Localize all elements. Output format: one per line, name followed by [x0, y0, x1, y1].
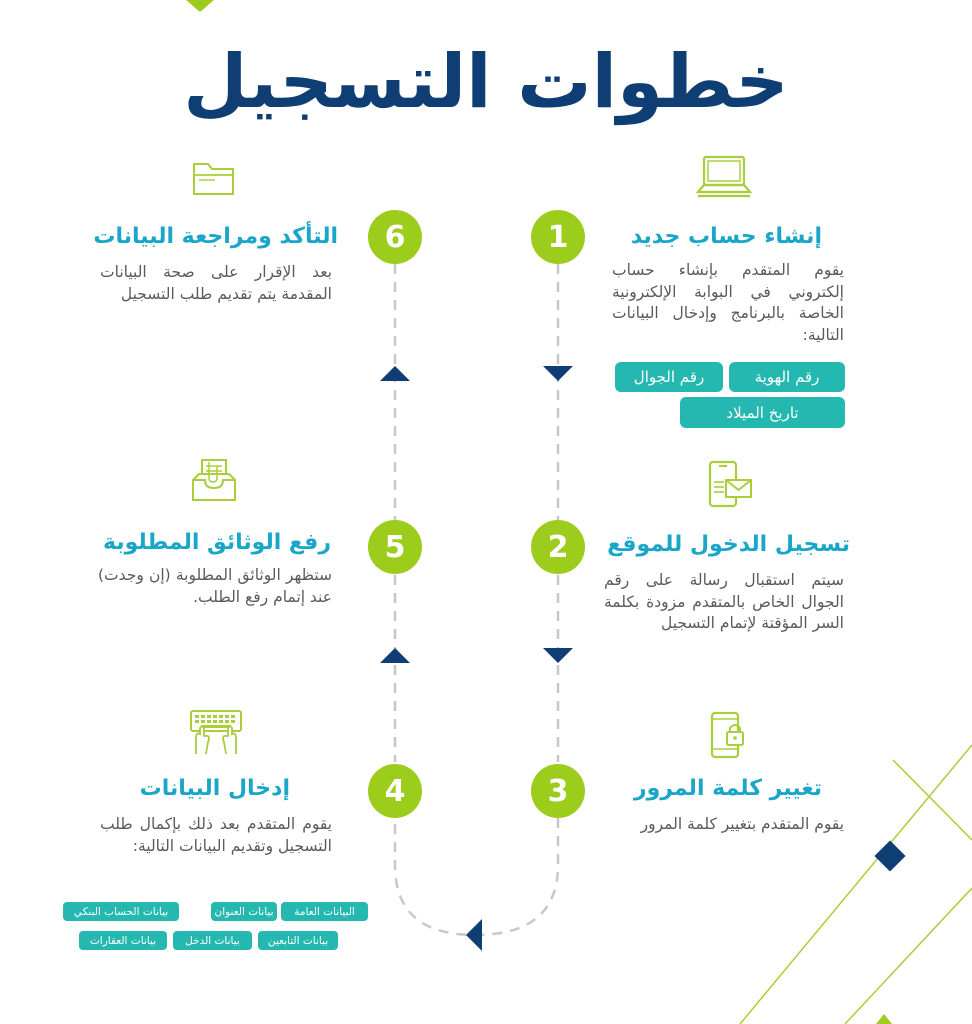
step-4-number: 4 [368, 764, 422, 818]
tag-income-data: بيانات الدخل [173, 931, 252, 950]
arrow-up-5 [380, 648, 410, 663]
step-4-title: إدخال البيانات [139, 776, 290, 801]
arrow-up-6 [380, 366, 410, 381]
step-3-number: 3 [531, 764, 585, 818]
tag-mobile-number: رقم الجوال [615, 362, 723, 392]
tag-property-data: بيانات العقارات [79, 931, 167, 950]
step-2-title: تسجيل الدخول للموقع [607, 532, 850, 557]
step-5-title: رفع الوثائق المطلوبة [103, 530, 331, 555]
tag-dependents-data: بيانات التابعين [258, 931, 338, 950]
tag-general-data: البيانات العامة [281, 902, 368, 921]
arrow-down-1 [543, 366, 573, 381]
tag-bank-data: بيانات الحساب البنكي [63, 902, 179, 921]
phone-lock-icon [708, 711, 748, 759]
tag-id-number: رقم الهوية [729, 362, 845, 392]
decor-diamond [874, 840, 905, 871]
keyboard-hands-icon [188, 708, 244, 756]
tag-birth-date: تاريخ الميلاد [680, 397, 845, 428]
folder-icon [191, 160, 237, 198]
arrow-left-bottom [466, 919, 482, 951]
laptop-icon [696, 154, 752, 200]
step-1-title: إنشاء حساب جديد [630, 224, 822, 249]
corner-triangle-top [186, 0, 214, 12]
step-2-description: سيتم استقبال رسالة على رقم الجوال الخاص بالمتقدم مزودة بكلمة السر المؤقتة لإتمام التسجيل [604, 571, 844, 633]
step-3-description: يقوم المتقدم بتغيير كلمة المرور [640, 815, 844, 833]
step-6-description: بعد الإقرار على صحة البيانات المقدمة يتم تقديم طلب التسجيل [100, 263, 332, 303]
step-5-description: ستظهر الوثائق المطلوبة (إن وجدت) عند إتمام رفع الطلب. [98, 566, 332, 606]
arrow-down-2 [543, 648, 573, 663]
dash-bottom-curve [395, 818, 558, 935]
page-title: خطوات التسجيل [183, 39, 789, 125]
step-2-number: 2 [531, 520, 585, 574]
corner-triangle-bottom [876, 1014, 892, 1024]
step-3-title: تغيير كلمة المرور [633, 776, 822, 801]
decor-line-2 [893, 760, 972, 840]
step-5-number: 5 [368, 520, 422, 574]
step-6-title: التأكد ومراجعة البيانات [93, 224, 338, 249]
decor-line-3 [845, 888, 972, 1024]
tag-address-data: بيانات العنوان [211, 902, 277, 921]
step-1-description: يقوم المتقدم بإنشاء حساب إلكتروني في البوابة الإلكترونية الخاصة بالبرنامج وإدخال البيانات التالية: [612, 261, 844, 345]
phone-message-icon [706, 460, 754, 510]
step-1-number: 1 [531, 210, 585, 264]
step-6-number: 6 [368, 210, 422, 264]
step-4-description: يقوم المتقدم بعد ذلك بإكمال طلب التسجيل وتقديم البيانات التالية: [100, 815, 332, 855]
document-tray-icon [189, 458, 239, 504]
